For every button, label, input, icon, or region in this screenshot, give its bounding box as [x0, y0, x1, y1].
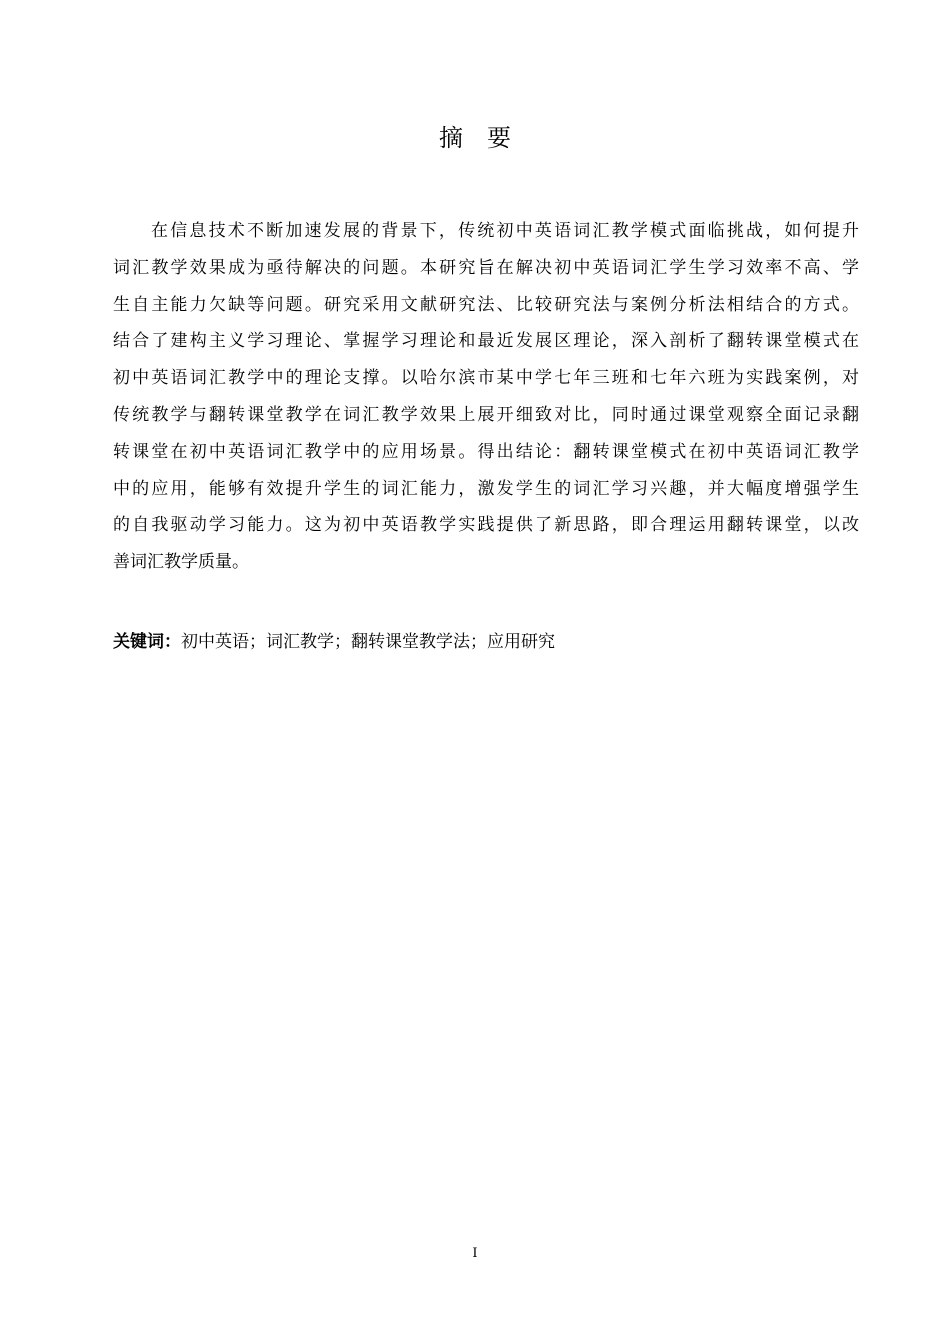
- abstract-line: 转课堂在初中英语词汇教学中的应用场景。得出结论：翻转课堂模式在初中英语词汇教学: [113, 441, 859, 462]
- abstract-line: 初中英语词汇教学中的理论支撑。以哈尔滨市某中学七年三班和七年六班为实践案例，对: [113, 368, 859, 389]
- abstract-line: 中的应用，能够有效提升学生的词汇能力，激发学生的词汇学习兴趣，并大幅度增强学生: [113, 478, 859, 499]
- abstract-line: 善词汇教学质量。: [113, 552, 249, 573]
- page-title: [0, 118, 950, 158]
- keywords-value: 初中英语；词汇教学；翻转课堂教学法；应用研究: [181, 632, 555, 652]
- title-char-1: 摘: [439, 124, 463, 152]
- abstract-line: 在信息技术不断加速发展的背景下，传统初中英语词汇教学模式面临挑战，如何提升: [151, 221, 859, 241]
- abstract-paragraph: [113, 213, 859, 581]
- abstract-line: 词汇教学效果成为亟待解决的问题。本研究旨在解决初中英语词汇学生学习效率不高、学: [113, 257, 859, 278]
- abstract-line: 的自我驱动学习能力。这为初中英语教学实践提供了新思路，即合理运用翻转课堂，以改: [113, 515, 859, 536]
- title-char-2: 要: [487, 124, 511, 152]
- abstract-line: 生自主能力欠缺等问题。研究采用文献研究法、比较研究法与案例分析法相结合的方式。: [113, 294, 859, 315]
- keywords: [113, 625, 859, 659]
- abstract-line: 结合了建构主义学习理论、掌握学习理论和最近发展区理论，深入剖析了翻转课堂模式在: [113, 331, 859, 352]
- keywords-label: 关键词：: [113, 632, 181, 652]
- page-number: I: [472, 1246, 478, 1261]
- abstract-line: 传统教学与翻转课堂教学在词汇教学效果上展开细致对比，同时通过课堂观察全面记录翻: [113, 404, 859, 425]
